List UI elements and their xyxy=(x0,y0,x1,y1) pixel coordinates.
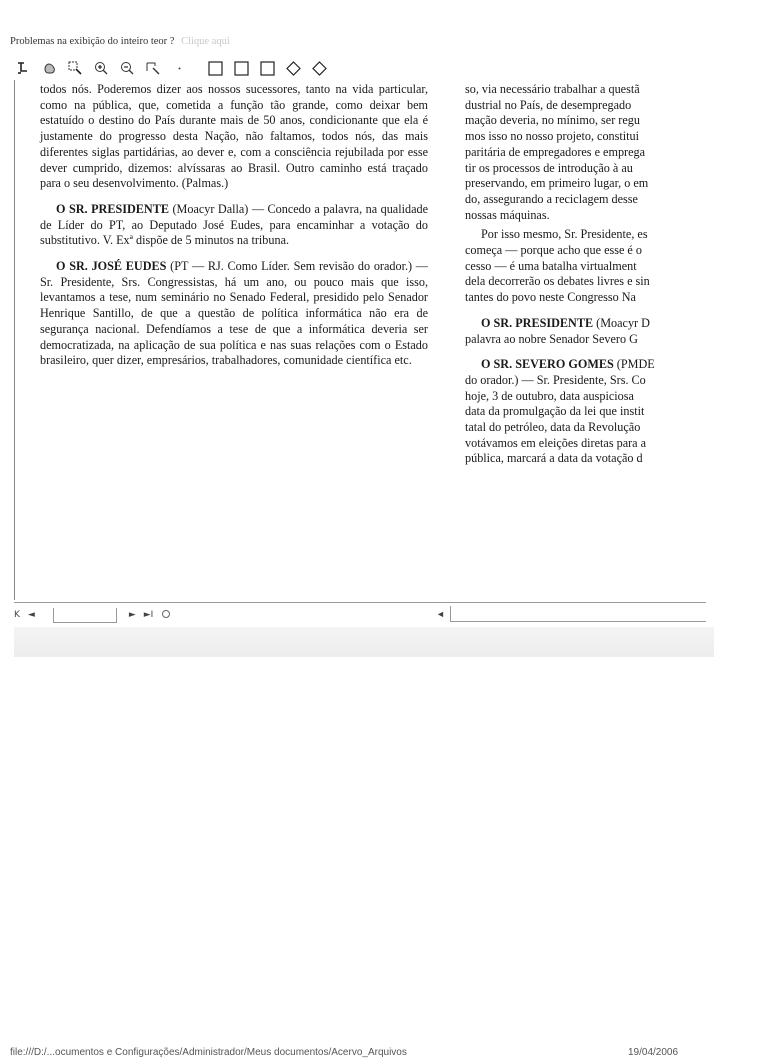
text-line: Por isso mesmo, Sr. Presidente, es xyxy=(481,227,648,242)
fit-page-icon[interactable] xyxy=(206,59,225,78)
zoom-icon[interactable] xyxy=(161,609,171,622)
speech-text: (Moacyr Dalla) — Concedo a palavra, na qualidade de Líder do PT, ao Deputado José Eudes, para encaminhar a votação do substitutivo. V. Exª dispõe de 5 minutos na tribuna. xyxy=(40,201,428,248)
speaker-name: O SR. PRESIDENTE xyxy=(481,315,594,330)
print-footer xyxy=(10,1047,730,1058)
text-line: data da promulgação da lei que instit xyxy=(465,404,645,419)
hand-icon[interactable] xyxy=(40,59,59,78)
text-line: do orador.) — Sr. Presidente, Srs. Co xyxy=(465,372,646,387)
speaker-name: O SR. JOSÉ EUDES xyxy=(56,259,167,274)
divider xyxy=(14,602,706,603)
marquee-zoom-icon[interactable] xyxy=(144,59,163,78)
text-line: pública, marcará a data da votação d xyxy=(465,451,643,466)
paragraph xyxy=(465,316,707,347)
text-line: palavra ao nobre Senador Severo G xyxy=(465,331,638,346)
problem-notice xyxy=(10,36,230,47)
text-line xyxy=(465,316,707,332)
select-icon[interactable] xyxy=(14,59,33,78)
viewer-bottom-band xyxy=(14,627,714,657)
text-line: cesso — é uma batalha virtualment xyxy=(465,258,637,273)
first-page-button[interactable]: K xyxy=(14,610,20,620)
text-line: começa — porque acho que esse é o xyxy=(465,243,642,258)
separator-dot xyxy=(170,59,189,78)
viewer-toolbar xyxy=(14,56,714,80)
paragraph xyxy=(40,202,428,249)
zoom-in-icon[interactable] xyxy=(92,59,111,78)
text-line: preservando, em primeiro lugar, o em xyxy=(465,176,649,191)
text-line: tir os processos de introdução à au xyxy=(465,160,633,175)
text-column-left xyxy=(40,82,428,379)
click-here-link[interactable]: Clique aqui xyxy=(181,36,230,47)
rotate-right-icon[interactable] xyxy=(310,59,329,78)
speech-text: (PT — RJ. Como Líder. Sem revisão do orador.) — Sr. Presidente, Srs. Congressistas, há um ano, ou pouco mais que isso, levantamos a tese, num seminário no Senado Federal, presidido pelo Senador Henrique Santillo, de que a questão de política informática não era de segurança nacional. Defendíamos a tese de que a informática deveria ser democratizada, na aplicação de sua política e nas suas relações com o Estado brasileiro, quer dizer, empresários, trabalhadores, comunidade científica etc. xyxy=(40,259,428,368)
text-line: mos isso no nosso projeto, constitui xyxy=(465,129,640,144)
text-line: hoje, 3 de outubro, data auspiciosa xyxy=(465,388,634,403)
speech-text: (Moacyr D xyxy=(593,315,650,330)
horizontal-scrollbar[interactable] xyxy=(436,605,706,623)
scroll-left-button[interactable]: ◄ xyxy=(436,609,445,619)
text-line: mação deveria, no mínimo, ser regu xyxy=(465,113,640,128)
text-line: so, via necessário trabalhar a questã xyxy=(465,82,640,96)
page-number-field[interactable] xyxy=(53,608,117,623)
paragraph xyxy=(465,82,707,223)
next-page-button[interactable]: ► xyxy=(128,610,136,620)
zoom-out-icon[interactable] xyxy=(118,59,137,78)
actual-size-icon[interactable] xyxy=(258,59,277,78)
scroll-track[interactable] xyxy=(450,606,706,622)
speaker-name: O SR. PRESIDENTE xyxy=(56,201,169,216)
text-line: votávamos em eleições diretas para a xyxy=(465,435,647,450)
text-line xyxy=(465,357,707,373)
paragraph xyxy=(465,227,707,306)
paragraph xyxy=(40,259,428,369)
text-line: tantes do povo neste Congresso Na xyxy=(465,290,636,305)
text-column-right xyxy=(465,82,707,467)
text-line: dela decorrerão os debates livres e sin xyxy=(465,274,650,289)
select-area-icon[interactable] xyxy=(66,59,85,78)
document-viewer[interactable] xyxy=(14,80,707,600)
speaker-name: O SR. SEVERO GOMES xyxy=(481,357,614,372)
text-line: do, assegurando a reciclagem desse xyxy=(465,191,638,206)
paragraph xyxy=(465,357,707,467)
paragraph: todos nós. Poderemos dizer aos nossos sucessores, tanto na vida particular, como na pública, que, cometida a função tão grande, como deixar bem estatuído o destino do País durante mais de 50 anos, condicionante que ela é justamente do progresso desta Nação, não faltamos, todos nós, das mais diferentes siglas partidárias, ao dever e, com a consciência rejubilada por esse dever cumprido, dizemos: alvíssaras ao Brasil. Outro caminho está traçado para o seu desenvolvimento. (Palmas.) xyxy=(40,82,428,191)
text-line: tatal do petróleo, data da Revolução xyxy=(465,420,641,435)
rotate-left-icon[interactable] xyxy=(284,59,303,78)
last-page-button[interactable]: ►I xyxy=(143,610,154,620)
fit-width-icon[interactable] xyxy=(232,59,251,78)
text-line: paritária de empregadores e emprega xyxy=(465,144,646,159)
previous-page-button[interactable]: ◄ xyxy=(27,610,35,620)
problem-notice-text: Problemas na exibição do inteiro teor ? xyxy=(10,36,175,47)
text-line: dustrial no País, de desempregado xyxy=(465,97,632,112)
print-date: 19/04/2006 xyxy=(628,1047,679,1058)
text-line: nossas máquinas. xyxy=(465,207,550,222)
speech-text: (PMDE xyxy=(613,357,655,372)
file-path: file:///D:/...ocumentos e Configurações/Administrador/Meus documentos/Acervo_Arquivos xyxy=(10,1047,407,1058)
